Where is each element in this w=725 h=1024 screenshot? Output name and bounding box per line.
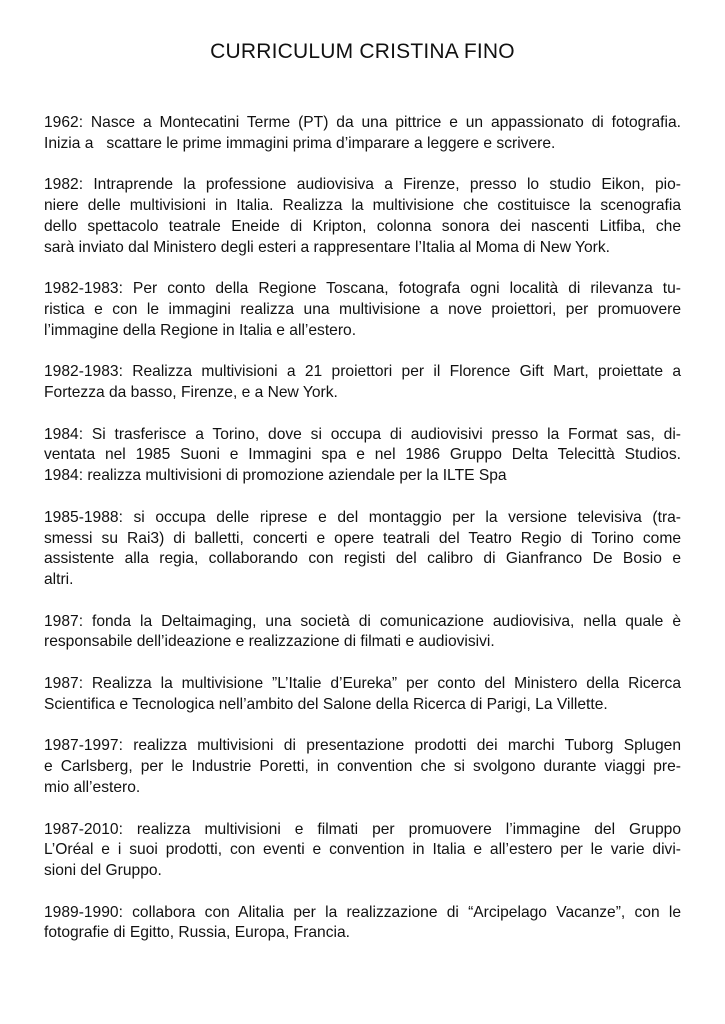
- entry-line: 1987-2010: realizza multivisioni e filmati per promuovere l’immagine del Gruppo: [44, 820, 681, 838]
- entry-line: l’immagine della Regione in Italia e all’estero.: [44, 321, 357, 339]
- entry-1987-2010-loreal: [44, 820, 681, 882]
- entry-line: ventata nel 1985 Suoni e Immagini spa e nel 1986 Gruppo Delta Telecittà Studios.: [44, 446, 681, 464]
- entry-line: dello spettacolo teatrale Eneide di Kripton, colonna sonora dei nascenti Litfiba, che: [44, 217, 681, 235]
- curriculum-body: [44, 113, 681, 965]
- entry-line: L’Oréal e i suoi prodotti, con eventi e convention in Italia e all’estero per le varie divi-: [44, 841, 681, 859]
- entry-1982-1983-florence: [44, 362, 681, 403]
- entry-line: Inizia a scattare le prime immagini prima d’imparare a leggere e scrivere.: [44, 134, 556, 152]
- entry-line: niere delle multivisioni in Italia. Realizza la multivisione che costituisce la scenografia: [44, 197, 681, 215]
- entry-line: e Carlsberg, per le Industrie Poretti, in convention che si svolgono durante viaggi pre-: [44, 758, 681, 776]
- entry-line: 1987: fonda la Deltaimaging, una società di comunicazione audiovisiva, nella quale è: [44, 612, 681, 630]
- entry-line: assistente alla regia, collaborando con registi del calibro di Gianfranco De Bosio e: [44, 550, 681, 568]
- entry-1989-1990-alitalia: [44, 903, 681, 944]
- entry-1987-eureka: [44, 674, 681, 715]
- entry-1987-1997-poretti: [44, 736, 681, 798]
- entry-line: fotografie di Egitto, Russia, Europa, Francia.: [44, 924, 350, 942]
- entry-line: 1987: Realizza la multivisione ”L’Italie d’Eureka” per conto del Ministero della Ricerca: [44, 675, 681, 693]
- entry-line: 1989-1990: collabora con Alitalia per la realizzazione di “Arcipelago Vacanze”, con le: [44, 903, 681, 921]
- entry-1987-deltaimaging: [44, 612, 681, 653]
- entry-line: sioni del Gruppo.: [44, 861, 162, 879]
- entry-line: mio all’estero.: [44, 778, 141, 796]
- entry-1982-1983-toscana: [44, 279, 681, 341]
- entry-line: ristica e con le immagini realizza una multivisione a nove proiettori, per promuovere: [44, 300, 681, 318]
- entry-1984-torino: [44, 425, 681, 487]
- entry-line: 1985-1988: si occupa delle riprese e del montaggio per la versione televisiva (tra-: [44, 508, 681, 526]
- entry-line: 1984: realizza multivisioni di promozione aziendale per la ILTE Spa: [44, 467, 507, 485]
- entry-line: altri.: [44, 570, 74, 588]
- entry-1962: [44, 113, 681, 154]
- page-title: CURRICULUM CRISTINA FINO: [210, 40, 515, 63]
- entry-1985-1988-rai3: [44, 508, 681, 591]
- entry-line: smessi su Rai3) di balletti, concerti e opere teatrali del Teatro Regio di Torino come: [44, 529, 681, 547]
- entry-line: 1982-1983: Realizza multivisioni a 21 proiettori per il Florence Gift Mart, proiettate a: [44, 363, 681, 381]
- entry-line: Fortezza da basso, Firenze, e a New York.: [44, 384, 338, 402]
- entry-1982-eikon: [44, 175, 681, 258]
- entry-line: 1987-1997: realizza multivisioni di presentazione prodotti dei marchi Tuborg Splugen: [44, 737, 681, 755]
- entry-line: 1982-1983: Per conto della Regione Toscana, fotografa ogni località di rilevanza tu-: [44, 280, 681, 298]
- entry-line: 1962: Nasce a Montecatini Terme (PT) da una pittrice e un appassionato di fotografia.: [44, 114, 681, 131]
- entry-line: Scientifica e Tecnologica nell’ambito del Salone della Ricerca di Parigi, La Villette.: [44, 695, 608, 713]
- entry-line: 1984: Si trasferisce a Torino, dove si occupa di audiovisivi presso la Format sas, di-: [44, 425, 681, 443]
- entry-line: sarà inviato dal Ministero degli esteri a rappresentare l’Italia al Moma di New York.: [44, 238, 610, 256]
- entry-line: responsabile dell’ideazione e realizzazione di filmati e audiovisivi.: [44, 633, 495, 651]
- entry-line: 1982: Intraprende la professione audiovisiva a Firenze, presso lo studio Eikon, pio-: [44, 176, 681, 194]
